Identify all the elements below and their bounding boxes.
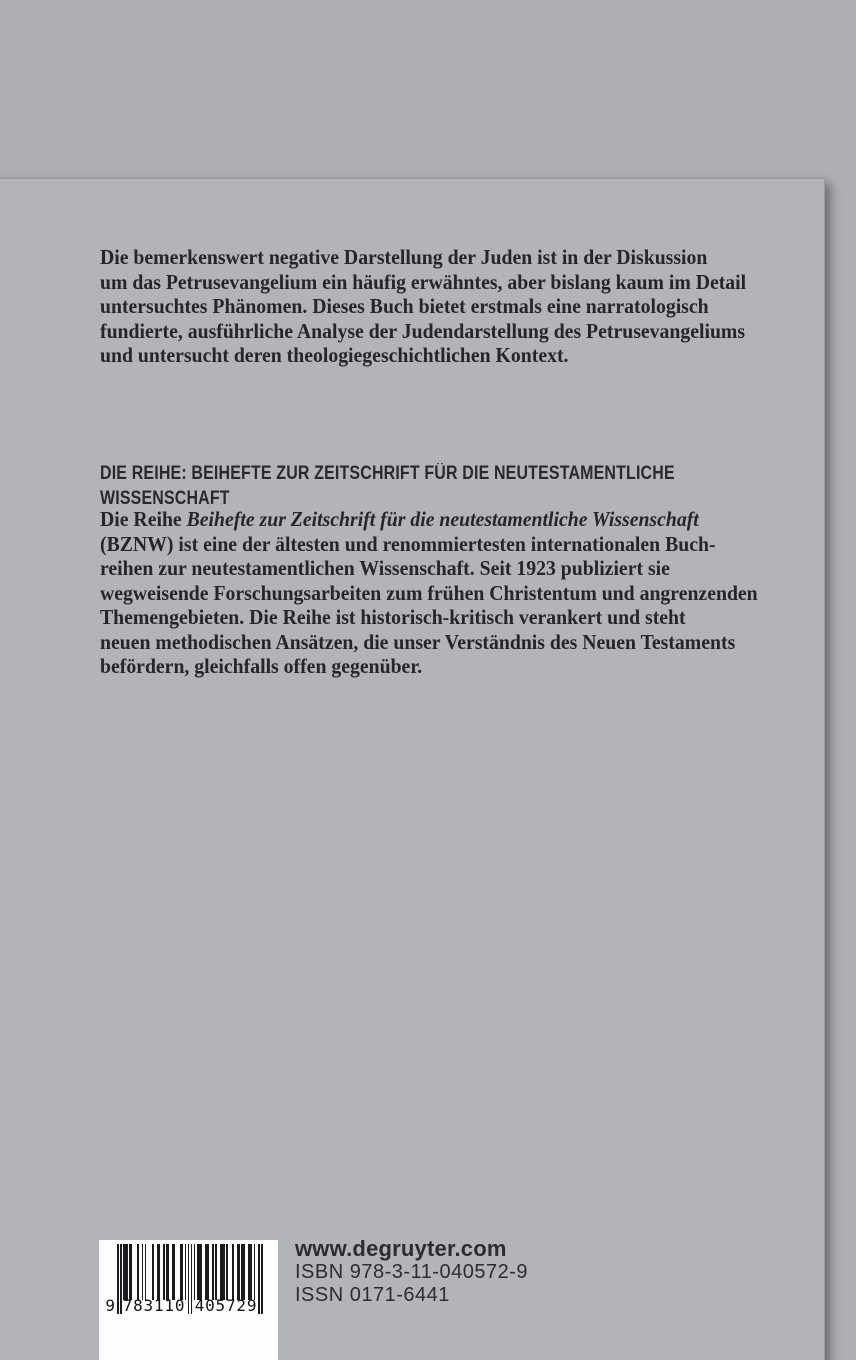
series-line: neuen methodischen Ansätzen, die unser Verständnis des Neuen Testaments bbox=[100, 629, 736, 654]
barcode-digits-left: 783110 bbox=[122, 1296, 186, 1315]
isbn-line: ISBN 978-3-11-040572-9 bbox=[295, 1261, 528, 1283]
issn-line: ISSN 0171-6441 bbox=[295, 1284, 450, 1306]
series-line: reihen zur neutestamentlichen Wissenschaft. Seit 1923 publiziert sie bbox=[100, 556, 670, 580]
publisher-website: www.degruyter.com bbox=[295, 1236, 507, 1261]
series-line bbox=[100, 507, 758, 532]
back-cover bbox=[0, 178, 825, 1360]
blurb-line: fundierte, ausführliche Analyse der Judendarstellung des Petrusevangeliums bbox=[100, 318, 746, 343]
series-line: (BZNW) ist eine der ältesten und renommiertesten internationalen Buch- bbox=[100, 531, 716, 556]
blurb-line: und untersucht deren theologiegeschichtlichen Kontext. bbox=[100, 343, 569, 367]
publisher-info bbox=[295, 1236, 528, 1307]
series-heading-line: DIE REIHE: BEIHEFTE ZUR ZEITSCHRIFT FÜR DIE NEUTESTAMENTLICHE bbox=[100, 463, 675, 484]
barcode bbox=[99, 1240, 278, 1360]
series-line: wegweisende Forschungsarbeiten zum frühen Christentum und angrenzenden bbox=[100, 580, 758, 605]
series-description bbox=[100, 507, 800, 679]
blurb-line: Die bemerkenswert negative Darstellung der Juden ist in der Diskussion bbox=[100, 245, 708, 269]
series-title-italic: Beihefte zur Zeitschrift für die neutestamentliche Wissenschaft bbox=[186, 507, 699, 531]
barcode-digits bbox=[99, 1295, 278, 1316]
series-line-regular: Die Reihe bbox=[100, 507, 187, 531]
series-line: Themengebieten. Die Reihe ist historisch-kritisch verankert und steht bbox=[100, 605, 686, 629]
book-blurb bbox=[100, 245, 787, 368]
barcode-digit-first: 9 bbox=[105, 1296, 115, 1315]
blurb-line: untersuchtes Phänomen. Dieses Buch bietet erstmals eine narratologisch bbox=[100, 294, 709, 318]
blurb-line: um das Petrusevangelium ein häufig erwähntes, aber bislang kaum im Detail bbox=[100, 269, 747, 294]
series-heading-line: WISSENSCHAFT bbox=[100, 488, 230, 509]
series-heading bbox=[100, 461, 784, 511]
series-line: befördern, gleichfalls offen gegenüber. bbox=[100, 654, 423, 678]
barcode-digits-right: 405729 bbox=[194, 1296, 258, 1315]
